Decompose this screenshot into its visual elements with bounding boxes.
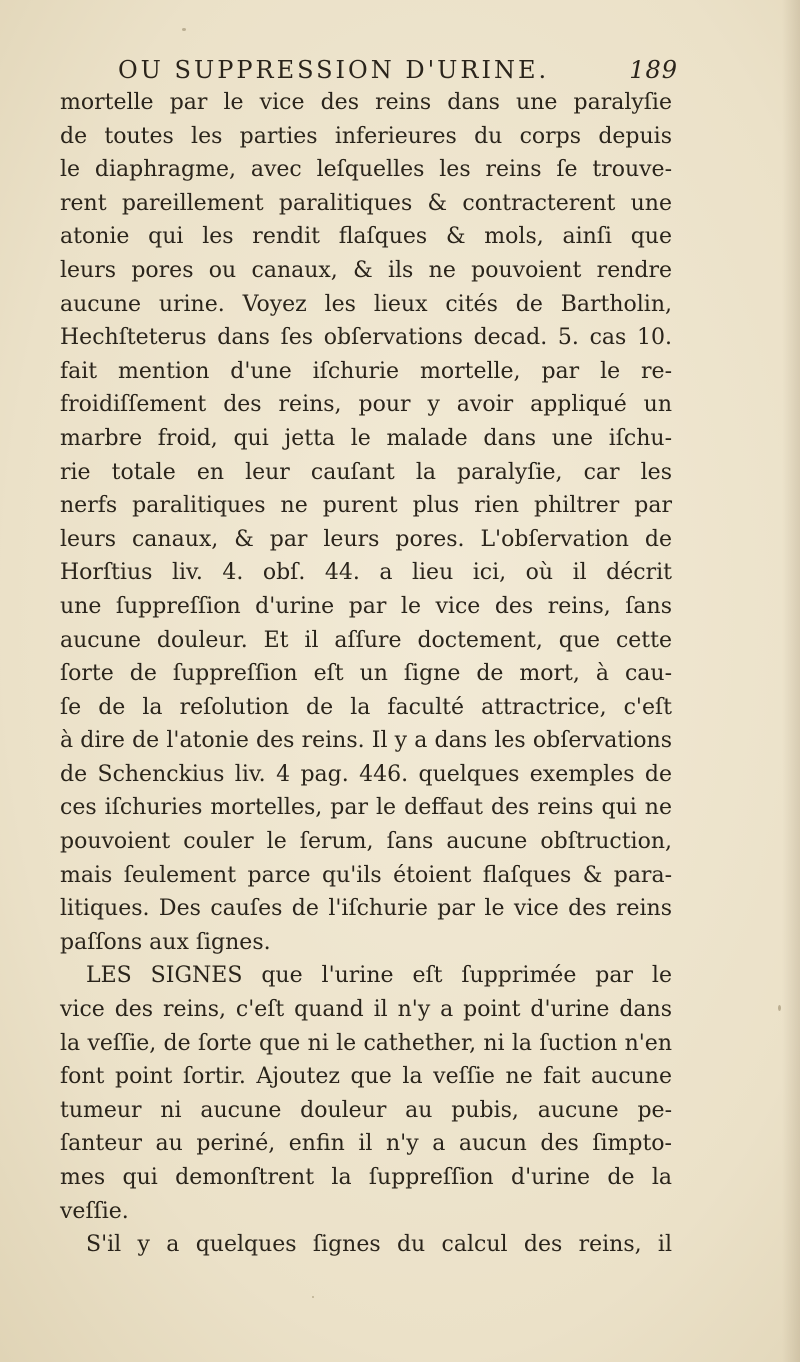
text-line: veſſie. — [60, 1198, 129, 1224]
text-line: leurs canaux, & par leurs pores. L'obſervation de — [60, 526, 672, 552]
text-line: la veſſie, de ſorte que ni le cathether, ni la ſuction n'en — [60, 1030, 672, 1056]
text-line: à dire de l'atonie des reins. Il y a dans les obſervations — [60, 728, 672, 754]
paper-fleck — [182, 28, 186, 31]
text-line: ces iſchuries mortelles, par le deffaut des reins qui ne — [60, 795, 672, 821]
text-line: mortelle par le vice des reins dans une paralyſie — [60, 90, 672, 115]
text-line: le diaphragme, avec leſquelles les reins ſe trouve- — [60, 157, 672, 183]
text-line: Hechſteterus dans ſes obſervations decad. 5. cas 10. — [60, 325, 672, 351]
text-line: mes qui demonſtrent la ſuppreſſion d'urine de la — [60, 1165, 672, 1190]
text-line: de Schenckius liv. 4 pag. 446. quelques exemples de — [60, 761, 672, 787]
text-line: ſanteur au periné, enfin il n'y a aucun des ſimpto- — [60, 1131, 672, 1157]
text-line: une ſuppreſſion d'urine par le vice des reins, ſans — [60, 593, 672, 619]
text-line: aucune douleur. Et il aſſure doctement, que cette — [60, 627, 672, 653]
text-line: de toutes les parties inferieures du corps depuis — [60, 123, 672, 149]
text-line: leurs pores ou canaux, & ils ne pouvoient rendre — [60, 257, 672, 283]
text-line: aucune urine. Voyez les lieux cités de Bartholin, — [60, 291, 672, 317]
text-line: atonie qui les rendit flaſques & mols, ainſi que — [60, 224, 672, 250]
body-text — [60, 86, 672, 1262]
text-line: vice des reins, c'eſt quand il n'y a point d'urine dans — [60, 997, 672, 1023]
text-line: fait mention d'une iſchurie mortelle, par le re- — [60, 358, 672, 384]
text-line: LES SIGNES que l'urine eſt ſupprimée par le — [86, 963, 672, 989]
text-line: rent pareillement paralitiques & contracterent une — [60, 190, 672, 216]
text-line: Horſtius liv. 4. obſ. 44. a lieu ici, où il décrit — [60, 560, 672, 586]
text-line: nerfs paralitiques ne purent plus rien philtrer par — [60, 493, 672, 519]
page-header — [118, 50, 678, 90]
paper-fleck — [778, 1005, 781, 1011]
text-line: font point ſortir. Ajoutez que la veſſie ne fait aucune — [60, 1064, 672, 1090]
text-line: rie totale en leur cauſant la paralyſie, car les — [60, 459, 672, 485]
text-line: pouvoient couler le ſerum, ſans aucune obſtruction, — [60, 829, 672, 855]
text-line: S'il y a quelques ſignes du calcul des reins, il — [86, 1232, 672, 1258]
paper-fleck — [312, 1296, 314, 1298]
text-line: paſſons aux ſignes. — [60, 929, 271, 955]
text-line: tumeur ni aucune douleur au pubis, aucune pe- — [60, 1097, 672, 1123]
page-number: 189 — [629, 56, 678, 84]
text-line: mais ſeulement parce qu'ils étoient flaſques & para- — [60, 862, 672, 888]
text-line: marbre froid, qui jetta le malade dans une iſchu- — [60, 425, 672, 451]
running-title: OU SUPPRESSION D'URINE. — [118, 56, 550, 84]
text-line: litiques. Des cauſes de l'iſchurie par le vice des reins — [60, 896, 672, 922]
page-edge-shadow — [782, 0, 800, 1362]
text-line: ſe de la reſolution de la faculté attractrice, c'eſt — [60, 694, 672, 720]
text-line: froidiſſement des reins, pour y avoir appliqué un — [60, 392, 672, 418]
text-line: ſorte de ſuppreſſion eſt un ſigne de mort, à cau- — [60, 661, 672, 687]
